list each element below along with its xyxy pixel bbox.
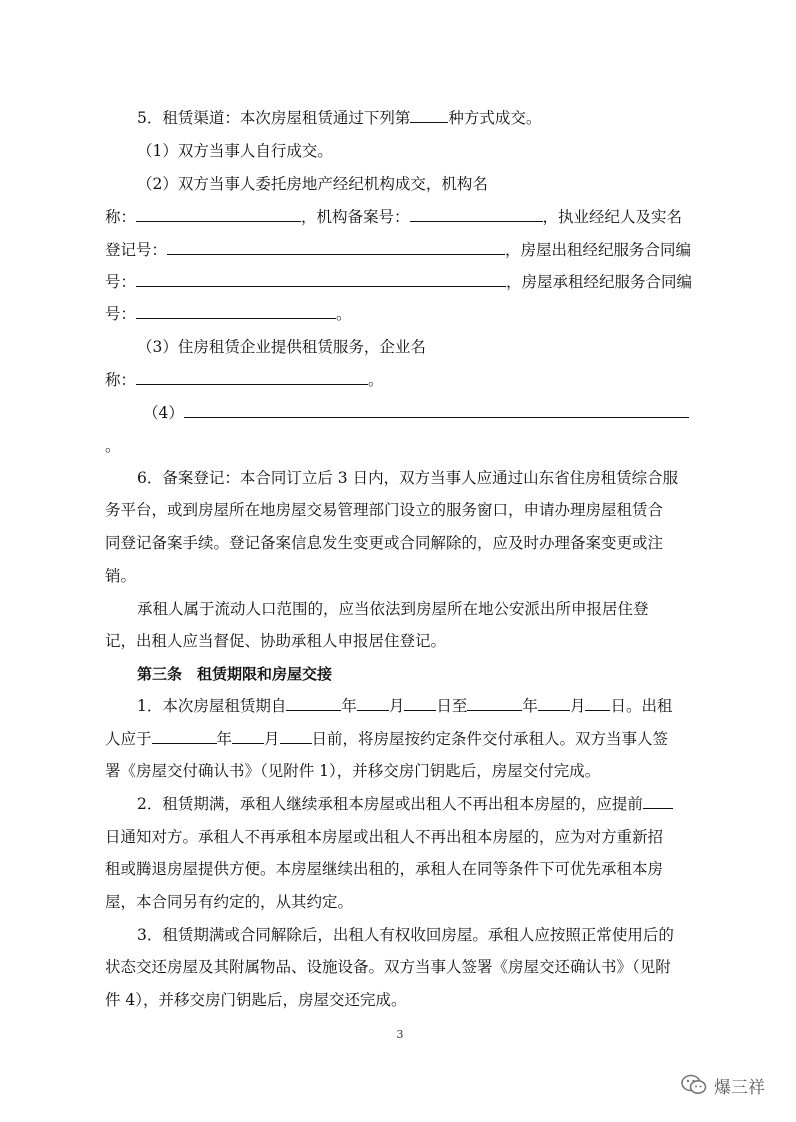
article3-heading: 第三条 租赁期限和房屋交接 bbox=[137, 665, 333, 683]
blank-line bbox=[643, 794, 673, 809]
clause5-option3-line1 bbox=[105, 370, 705, 390]
blank-line bbox=[167, 240, 505, 255]
blank-line bbox=[538, 696, 570, 711]
article3-item2-line2: 日通知对方。承租人不再承租本房屋或出租人不再出租本房屋的，应为对方重新招 bbox=[105, 828, 664, 846]
clause5-option2-line1 bbox=[105, 207, 705, 227]
article3-item3-line3: 件 4），并移交房门钥匙后，房屋交还完成。 bbox=[105, 991, 407, 1009]
clause5-intro bbox=[137, 108, 737, 128]
text: （4） bbox=[143, 404, 184, 422]
text: 登记号： bbox=[105, 241, 168, 259]
text: 2．租赁期满，承租人继续承租本房屋或出租人不再出租本房屋的，应提前 bbox=[137, 795, 643, 813]
text: 日至 bbox=[436, 697, 468, 715]
article3-item2-line4: 屋，本合同另有约定的，从其约定。 bbox=[105, 893, 354, 911]
clause6-p2-line1: 承租人属于流动人口范围的，应当依法到房屋所在地公安派出所申报居住登 bbox=[137, 600, 649, 618]
text: 年 bbox=[216, 730, 233, 748]
text: 人应于 bbox=[105, 730, 152, 748]
blank-line bbox=[136, 304, 336, 319]
article3-item1-line2 bbox=[105, 729, 705, 749]
text: 月 bbox=[388, 697, 405, 715]
article3-item1-line3: 署《房屋交付确认书》（见附件 1），并移交房门钥匙后，房屋交付完成。 bbox=[105, 762, 601, 780]
watermark-text: 爆三祥 bbox=[714, 1077, 765, 1098]
blank-line bbox=[136, 207, 301, 222]
clause5-option2-line4 bbox=[105, 304, 705, 324]
clause6-p2-line2: 记，出租人应当督促、协助承租人申报居住登记。 bbox=[105, 632, 447, 650]
clause5-option4 bbox=[143, 403, 743, 423]
text: 月 bbox=[264, 730, 280, 748]
text: 号： bbox=[105, 305, 137, 323]
text: 月 bbox=[569, 697, 586, 715]
blank-line bbox=[404, 696, 436, 711]
blank-line bbox=[136, 272, 506, 287]
text: 称： bbox=[105, 208, 137, 226]
text: 称： bbox=[105, 371, 137, 389]
blank-line bbox=[410, 108, 448, 123]
text: 。 bbox=[368, 371, 384, 389]
text: ，房屋出租经纪服务合同编 bbox=[505, 241, 692, 259]
text: ，执业经纪人及实名 bbox=[542, 208, 683, 226]
blank-line bbox=[585, 696, 610, 711]
blank-line bbox=[232, 729, 264, 744]
clause5-option4-end: 。 bbox=[105, 437, 121, 455]
article3-item3-line1: 3．租赁期满或合同解除后，出租人有权收回房屋。承租人应按照正常使用后的 bbox=[137, 926, 674, 944]
clause5-option2-line2 bbox=[105, 240, 705, 260]
article3-item1-line1 bbox=[137, 696, 737, 716]
clause6-line3: 同登记备案手续。登记备案信息发生变更或合同解除的，应及时办理备案变更或注 bbox=[105, 534, 664, 552]
blank-line bbox=[136, 370, 368, 385]
blank-line bbox=[152, 729, 217, 744]
clause5-option2: （2）双方当事人委托房地产经纪机构成交，机构名 bbox=[137, 175, 488, 193]
blank-line bbox=[184, 403, 689, 418]
article3-item2-line3: 租或腾退房屋提供方便。本房屋继续出租的，承租人在同等条件下可优先承租本房 bbox=[105, 860, 664, 878]
blank-line bbox=[467, 696, 522, 711]
page-number: 3 bbox=[396, 1028, 404, 1041]
text: ，机构备案号： bbox=[301, 208, 410, 226]
article3-item3-line2: 状态交还房屋及其附属物品、设施设备。双方当事人签署《房屋交还确认书》（见附 bbox=[105, 958, 671, 976]
blank-line bbox=[286, 696, 341, 711]
article3-item2-line1 bbox=[137, 794, 737, 814]
clause5-option2-line3 bbox=[105, 272, 705, 292]
wechat-icon bbox=[680, 1073, 708, 1097]
clause6-line4: 销。 bbox=[105, 567, 137, 585]
text: 1．本次房屋租赁期自 bbox=[137, 697, 287, 715]
watermark bbox=[680, 1070, 765, 1100]
blank-line bbox=[357, 696, 389, 711]
text: 年 bbox=[522, 697, 538, 715]
text: 5．租赁渠道：本次房屋租赁通过下列第 bbox=[137, 109, 411, 127]
text: 种方式成交。 bbox=[448, 109, 542, 127]
text: 号： bbox=[105, 273, 137, 291]
text: 日前，将房屋按约定条件交付承租人。双方当事人签 bbox=[311, 730, 669, 748]
clause5-option3: （3）住房租赁企业提供租赁服务，企业名 bbox=[137, 338, 426, 356]
clause5-option1: （1）双方当事人自行成交。 bbox=[137, 142, 333, 160]
text: 日。出租 bbox=[610, 697, 673, 715]
blank-line bbox=[280, 729, 312, 744]
clause6-line2: 务平台，或到房屋所在地房屋交易管理部门设立的服务窗口，申请办理房屋租赁合 bbox=[105, 501, 664, 519]
text: ，房屋承租经纪服务合同编 bbox=[506, 273, 693, 291]
clause6-line1: 6．备案登记：本合同订立后 3 日内，双方当事人应通过山东省住房租赁综合服 bbox=[137, 469, 679, 487]
text: 年 bbox=[341, 697, 357, 715]
text: 。 bbox=[336, 305, 352, 323]
blank-line bbox=[410, 207, 543, 222]
